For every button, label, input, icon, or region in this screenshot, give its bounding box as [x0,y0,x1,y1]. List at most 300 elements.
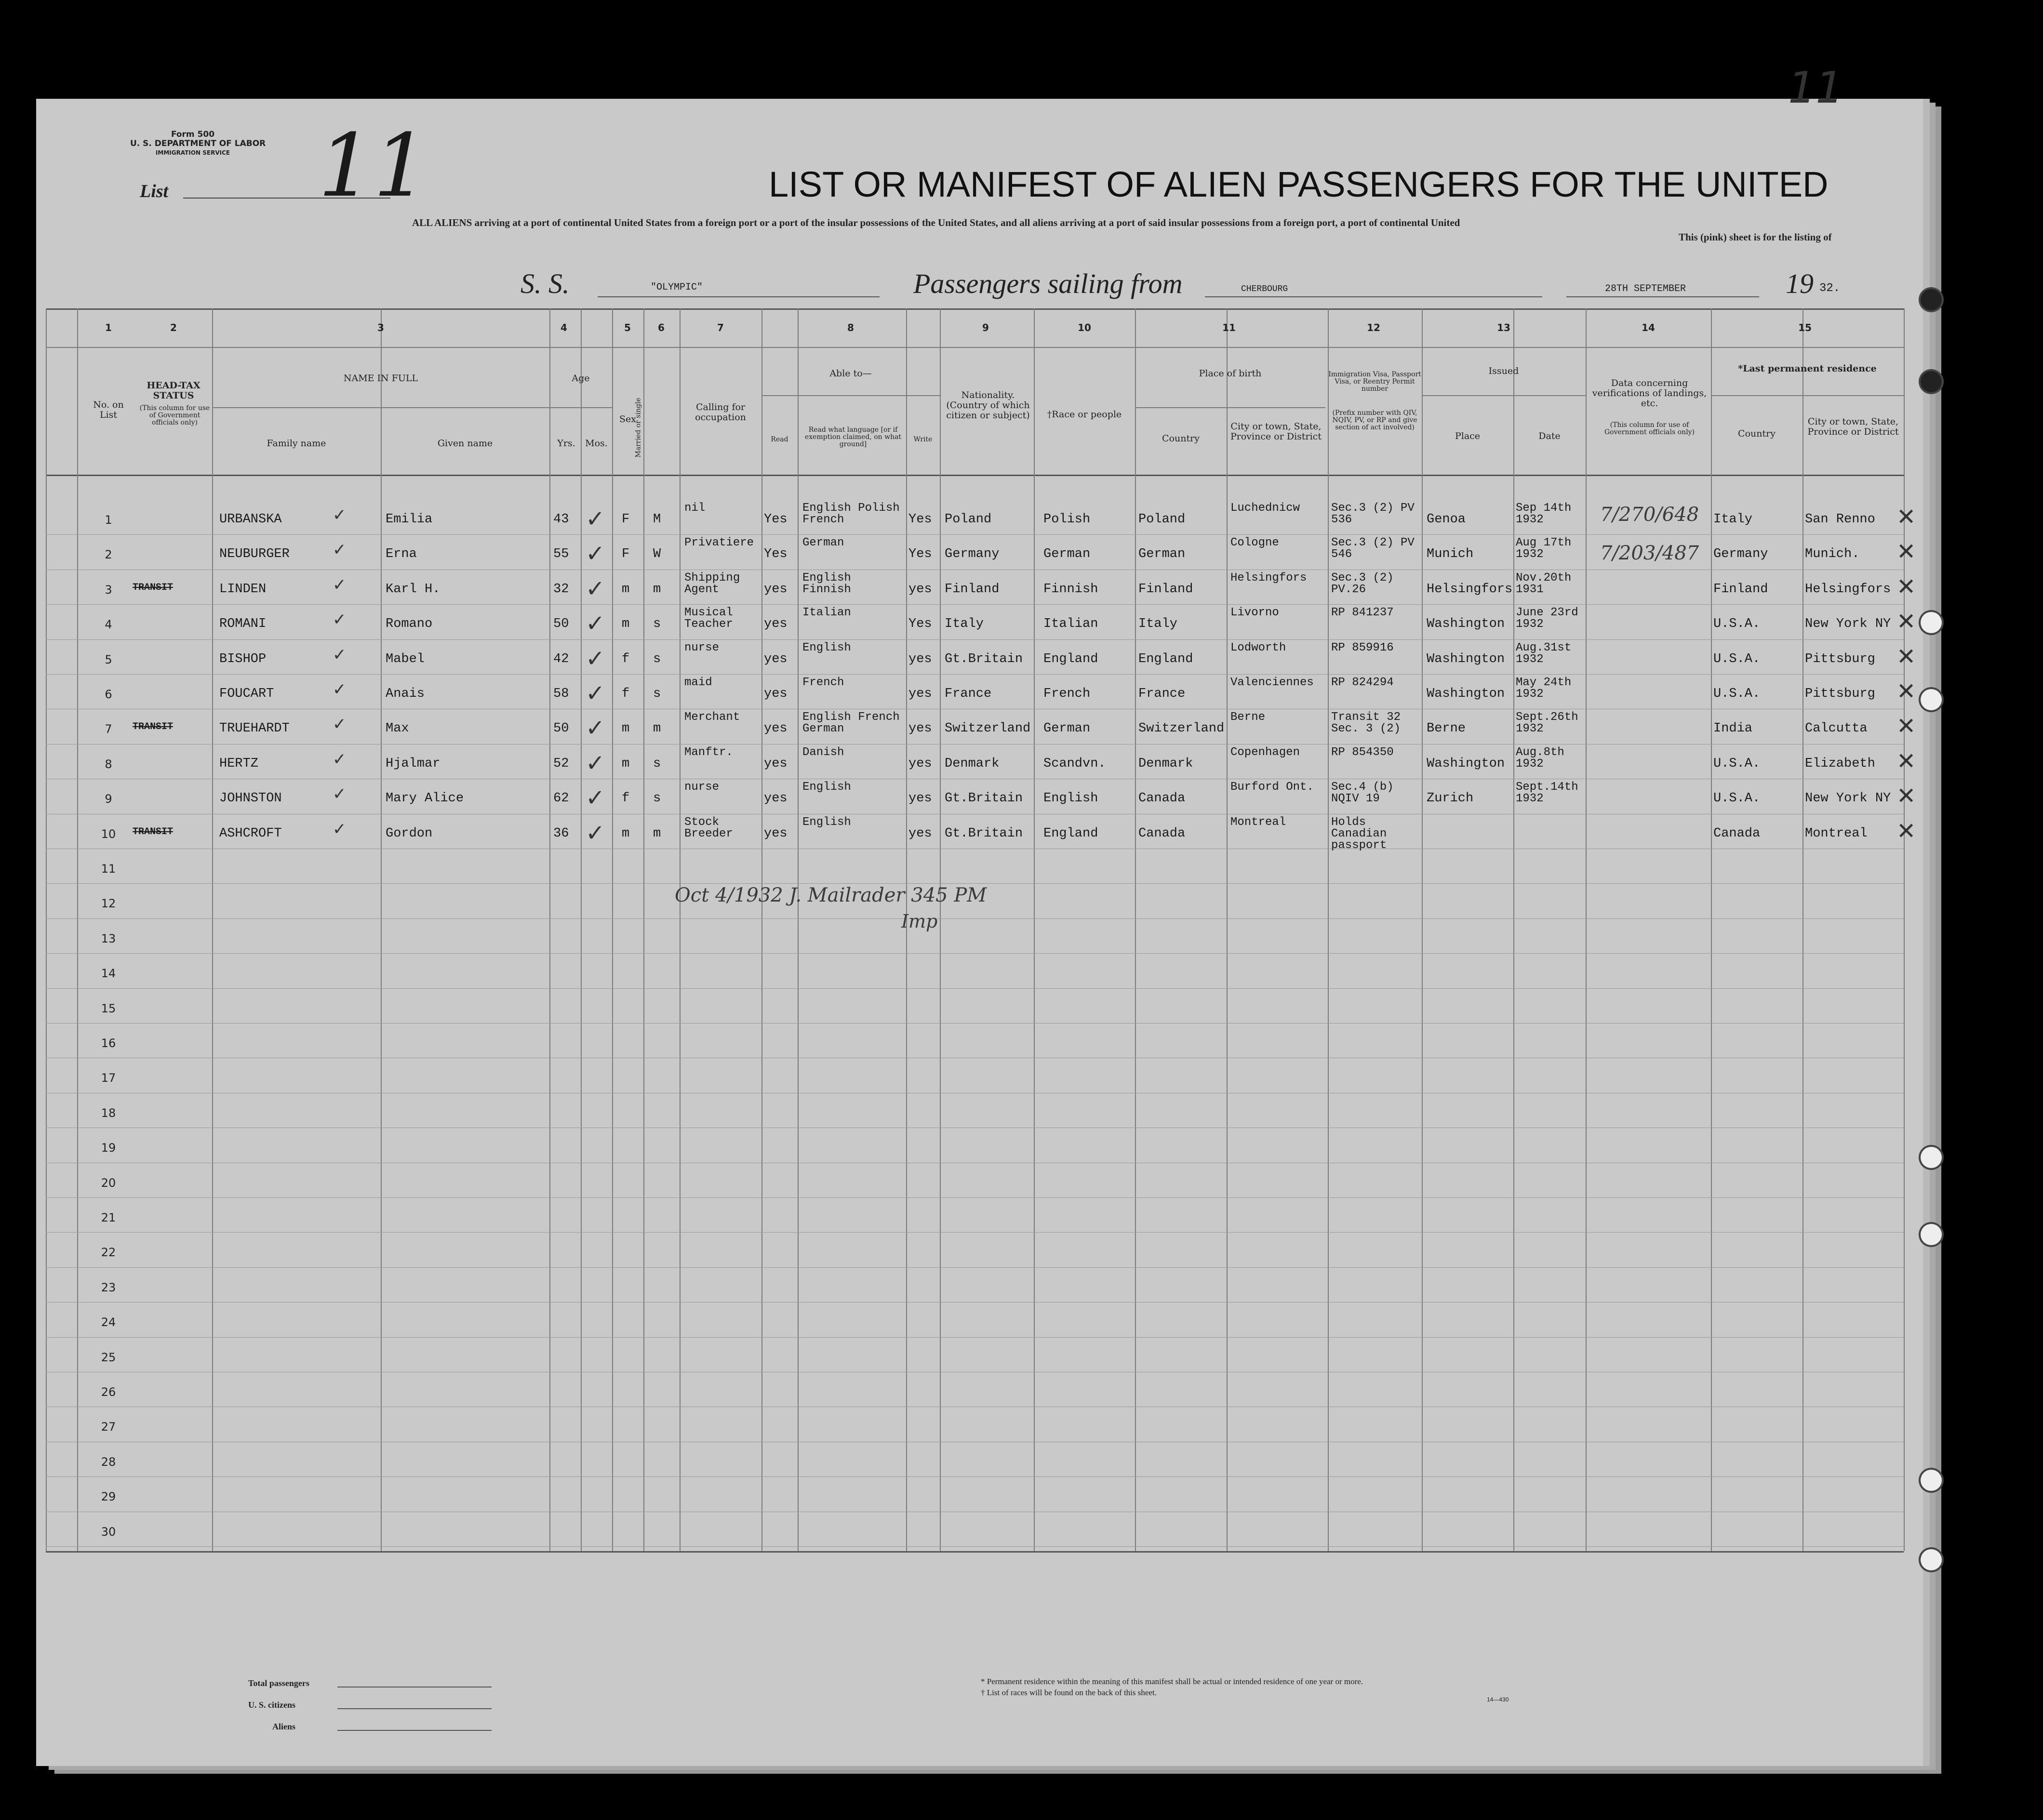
language-cell: English Finnish [802,571,851,596]
race-cell: England [1043,826,1098,841]
residence-country-cell: Italy [1713,512,1753,527]
table-row [0,1164,1904,1198]
name-check-mark: ✓ [333,575,347,595]
row-number: 2 [105,548,112,562]
language-cell: English [802,641,851,654]
marital-cell: s [653,791,661,806]
port-name: CHERBOURG [1241,284,1288,294]
write-cell: Yes [908,617,932,632]
marital-cell: W [653,547,661,562]
table-row [0,954,1904,989]
residence-city-cell: Pittsburg [1805,651,1875,666]
language-cell: Italian [802,606,851,620]
write-cell: yes [908,582,932,597]
age-cell: 42 [553,651,569,666]
language-cell: English [802,781,851,794]
verification-code-1: 7/270/648 [1600,504,1699,526]
table-row [0,815,1916,852]
cross-mark: ✕ [1896,643,1916,670]
nationality-cell: France [945,687,992,701]
write-cell: Yes [908,512,932,527]
marital-cell: s [653,687,661,701]
age-cell: 50 [553,617,569,632]
column-number: 6 [658,322,665,333]
residence-city-cell: Montreal [1805,826,1868,841]
hdr-race: †Race or people [1047,409,1122,420]
age-cell: 62 [553,791,569,806]
birth-country-cell: France [1138,687,1186,701]
sex-cell: m [622,617,630,632]
hdr-given-name: Given name [437,438,493,449]
marital-cell: s [653,617,661,632]
name-check-mark: ✓ [333,784,347,804]
table-row [0,1477,1904,1512]
footer-citizens-line [337,1708,492,1709]
binder-hole [1921,289,1942,310]
year-prefix: 19 [1786,268,1814,299]
residence-country-cell: Finland [1713,582,1768,597]
corner-list-number: 11 [1788,63,1843,113]
hdr-write: Write [913,436,933,443]
table-row [0,989,1904,1024]
check-mark: ✓ [586,819,605,847]
nationality-cell: Denmark [945,756,1000,771]
hdr-able-to: Able to— [829,368,872,379]
calling-cell: nurse [684,781,720,794]
hdr-residence: *Last permanent residence [1738,363,1877,374]
issued-place-cell: Washington [1427,617,1505,632]
cross-mark: ✕ [1896,573,1916,600]
notice-line-2: This (pink) sheet is for the listing of [1679,231,1832,243]
name-check-mark: ✓ [333,610,347,630]
form-header [130,130,266,158]
footer-aliens-line [337,1730,492,1731]
family-name-cell: BISHOP [219,651,267,666]
column-number-divider [46,347,1904,348]
family-name-cell: JOHNSTON [219,791,282,806]
given-name-cell: Romano [386,617,433,632]
visa-cell: RP 859916 [1331,641,1394,654]
sex-cell: F [622,547,630,562]
hdr-issued-place: Place [1455,431,1481,441]
visa-cell: Transit 32 Sec. 3 (2) [1331,711,1401,736]
footer-note-2: † List of races will be found on the back of this sheet. [981,1688,1157,1697]
write-cell: Yes [908,547,932,562]
residence-country-cell: Canada [1713,826,1761,841]
column-number: 13 [1497,322,1510,333]
row-number: 20 [101,1176,116,1190]
binder-hole [1921,371,1942,392]
binder-hole [1921,1549,1942,1570]
table-row [0,1024,1904,1059]
given-name-cell: Anais [386,687,425,701]
write-cell: yes [908,651,932,666]
subheader-divider [1422,395,1586,396]
family-name-cell: ASHCROFT [219,826,282,841]
language-cell: Danish [802,745,844,759]
hdr-yrs: Yrs. [557,438,575,449]
cross-mark: ✕ [1896,713,1916,740]
year-suffix: 32. [1819,282,1841,295]
family-name-cell: NEUBURGER [219,547,290,562]
issued-date-cell: May 24th 1932 [1516,676,1572,701]
language-cell: English [802,815,851,829]
column-number: 2 [170,322,177,333]
table-row [0,1198,1904,1233]
write-cell: yes [908,791,932,806]
residence-city-cell: Munich. [1805,547,1860,562]
check-mark: ✓ [586,540,605,568]
table-row [0,850,1904,884]
head-tax-cell: TRANSIT [133,582,174,593]
nationality-cell: Gt.Britain [945,826,1023,841]
check-mark: ✓ [586,749,605,777]
sex-cell: m [622,826,630,841]
sailing-date: 28TH SEPTEMBER [1605,283,1686,294]
birth-country-cell: Canada [1138,791,1186,806]
age-cell: 32 [553,582,569,597]
row-number: 17 [101,1071,116,1085]
given-name-cell: Mary Alice [386,791,464,806]
name-check-mark: ✓ [333,540,347,560]
sex-cell: m [622,721,630,736]
age-cell: 36 [553,826,569,841]
visa-cell: Sec.3 (2) PV 546 [1331,536,1415,561]
binder-hole [1921,1224,1942,1245]
race-cell: German [1043,721,1091,736]
marital-cell: s [653,756,661,771]
sex-cell: f [622,687,630,701]
given-name-cell: Karl H. [386,582,441,597]
calling-cell: Privatiere [684,536,754,550]
row-number: 29 [101,1490,116,1504]
issued-place-cell: Washington [1427,687,1505,701]
issued-date-cell: Aug 17th 1932 [1516,536,1572,561]
birth-city-cell: Helsingfors [1230,571,1307,585]
issued-date-cell: June 23rd 1932 [1516,606,1578,631]
birth-city-cell: Cologne [1230,536,1279,550]
footer-code: 14—430 [1487,1696,1509,1703]
residence-country-cell: U.S.A. [1713,791,1761,806]
table-row [0,1268,1904,1303]
table-row [0,710,1916,744]
issued-place-cell: Helsingfors [1427,582,1513,597]
visa-cell: Sec.3 (2) PV.26 [1331,571,1394,596]
read-cell: yes [764,791,788,806]
table-row [0,1408,1904,1442]
language-cell: English Polish French [802,502,900,526]
visa-cell: RP 824294 [1331,676,1394,689]
row-number: 7 [105,722,112,736]
age-cell: 52 [553,756,569,771]
hdr-mos: Mos. [585,438,608,449]
table-top-border [46,308,1904,310]
residence-city-cell: Elizabeth [1805,756,1875,771]
column-number: 7 [717,322,724,333]
age-cell: 58 [553,687,569,701]
given-name-cell: Gordon [386,826,433,841]
table-bottom-border [46,1551,1904,1553]
calling-cell: Shipping Agent [684,571,740,596]
port-underline [1205,296,1542,297]
name-check-mark: ✓ [333,680,347,699]
residence-city-cell: New York NY [1805,791,1891,806]
hdr-verification: Data concerning verifications of landings, etc. [1592,378,1707,409]
page-title: LIST OR MANIFEST OF ALIEN PASSENGERS FOR THE UNITED [769,164,1829,204]
footer-citizens: U. S. citizens [248,1700,295,1710]
row-number: 16 [101,1036,116,1050]
issued-place-cell: Genoa [1427,512,1466,527]
hdr-birth-country: Country [1162,433,1200,444]
row-number: 21 [101,1211,116,1224]
race-cell: Finnish [1043,582,1098,597]
table-row [0,1303,1904,1338]
write-cell: yes [908,826,932,841]
read-cell: Yes [764,512,788,527]
visa-cell: Sec.3 (2) PV 536 [1331,502,1415,526]
race-cell: French [1043,687,1091,701]
table-row [0,745,1916,780]
residence-country-cell: U.S.A. [1713,617,1761,632]
calling-cell: nil [684,502,706,515]
inspection-sub: Imp [901,911,938,932]
footer-aliens: Aliens [272,1722,296,1731]
check-mark: ✓ [586,784,605,812]
table-row [0,780,1916,814]
hdr-head-tax: HEAD-TAX STATUS [147,380,200,401]
binder-hole [1921,1470,1942,1491]
form-number: Form 500 [171,130,215,139]
row-number: 25 [101,1350,116,1364]
issued-place-cell: Washington [1427,756,1505,771]
calling-cell: Merchant [684,711,740,724]
race-cell: German [1043,547,1091,562]
column-number: 3 [377,322,384,333]
given-name-cell: Max [386,721,409,736]
table-row [0,1513,1904,1547]
visa-cell: Sec.4 (b) NQIV 19 [1331,781,1394,806]
cross-mark: ✕ [1896,678,1916,705]
column-number: 12 [1367,322,1380,333]
row-number: 1 [105,513,112,527]
row-number: 24 [101,1315,116,1329]
write-cell: yes [908,721,932,736]
birth-country-cell: Finland [1138,582,1193,597]
check-mark: ✓ [586,715,605,742]
write-cell: yes [908,756,932,771]
binder-hole [1921,689,1942,710]
read-cell: yes [764,721,788,736]
hdr-visa-note: (Prefix number with QIV, NQIV, PV, or RP and give section of act involved) [1332,409,1417,431]
table-row [0,1373,1904,1408]
row-number: 23 [101,1280,116,1294]
residence-country-cell: India [1713,721,1753,736]
binder-hole [1921,612,1942,633]
issued-place-cell: Munich [1427,547,1474,562]
race-cell: Polish [1043,512,1091,527]
given-name-cell: Emilia [386,512,433,527]
birth-city-cell: Montreal [1230,815,1286,829]
row-number: 12 [101,897,116,911]
hdr-res-country: Country [1738,428,1776,439]
row-number: 10 [101,827,116,841]
row-number: 6 [105,688,112,701]
hdr-read-language: Read what language [or if exemption claimed, on what ground] [804,426,902,448]
birth-city-cell: Livorno [1230,606,1279,620]
calling-cell: Stock Breeder [684,815,733,840]
cross-mark: ✕ [1896,538,1916,566]
residence-country-cell: U.S.A. [1713,756,1761,771]
calling-cell: maid [684,676,712,689]
issued-date-cell: Sept.26th 1932 [1516,711,1578,736]
row-number: 22 [101,1246,116,1260]
sex-cell: F [622,512,630,527]
nationality-cell: Poland [945,512,992,527]
ship-underline [598,296,880,297]
cross-mark: ✕ [1896,504,1916,531]
row-number: 11 [101,862,116,876]
hdr-family-name: Family name [267,438,326,449]
read-cell: yes [764,617,788,632]
sex-cell: m [622,756,630,771]
cross-mark: ✕ [1896,783,1916,810]
issued-date-cell: Aug.31st 1932 [1516,641,1572,666]
family-name-cell: TRUEHARDT [219,721,290,736]
footer-total: Total passengers [248,1678,309,1688]
birth-country-cell: Canada [1138,826,1186,841]
nationality-cell: Gt.Britain [945,791,1023,806]
hdr-no-on-list: No. on List [93,399,124,420]
row-number: 5 [105,652,112,666]
language-cell: German [802,536,844,550]
row-number: 30 [101,1525,116,1539]
subheader-divider [1711,395,1904,396]
birth-city-cell: Valenciennes [1230,676,1314,689]
table-row [0,1443,1904,1477]
issued-date-cell: Aug.8th 1932 [1516,745,1564,771]
read-cell: Yes [764,547,788,562]
family-name-cell: URBANSKA [219,512,282,527]
race-cell: Italian [1043,617,1098,632]
given-name-cell: Erna [386,547,417,562]
department: U. S. DEPARTMENT OF LABOR [130,139,266,148]
service: IMMIGRATION SERVICE [155,149,230,156]
date-underline [1566,296,1759,297]
birth-city-cell: Berne [1230,711,1266,724]
birth-city-cell: Burford Ont. [1230,781,1314,794]
footer-note-1: * Permanent residence within the meaning of this manifest shall be actual or intended residence of one year or more. [981,1677,1363,1686]
list-label: List [140,181,169,201]
hdr-birth-city: City or town, State, Province or District [1230,421,1322,442]
row-number: 13 [101,931,116,945]
hdr-calling: Calling for occupation [695,402,746,423]
issued-place-cell: Washington [1427,651,1505,666]
hdr-verification-note: (This column for use of Government officials only) [1604,421,1695,436]
birth-country-cell: Switzerland [1138,721,1225,736]
marital-cell: m [653,826,661,841]
hdr-age: Age [572,373,590,384]
birth-country-cell: England [1138,651,1193,666]
binder-hole [1921,1147,1942,1168]
birth-country-cell: Denmark [1138,756,1193,771]
column-number: 4 [561,322,567,333]
write-cell: yes [908,687,932,701]
subheader-divider [1135,407,1325,408]
table-row [0,919,1904,954]
inspection-note: Oct 4/1932 J. Mailrader 345 PM [675,884,987,906]
column-number: 1 [105,322,112,333]
birth-country-cell: Poland [1138,512,1186,527]
check-mark: ✓ [586,680,605,707]
family-name-cell: ROMANI [219,617,267,632]
hdr-sex: Sex [619,414,636,425]
ship-name: "OLYMPIC" [651,282,703,293]
visa-cell: RP 854350 [1331,745,1394,759]
name-check-mark: ✓ [333,749,347,769]
cross-mark: ✕ [1896,747,1916,775]
head-tax-cell: TRANSIT [133,826,174,837]
residence-city-cell: New York NY [1805,617,1891,632]
head-tax-cell: TRANSIT [133,721,174,733]
race-cell: England [1043,651,1098,666]
residence-city-cell: San Renno [1805,512,1875,527]
column-number: 5 [624,322,631,333]
residence-city-cell: Calcutta [1805,721,1868,736]
marital-cell: M [653,512,661,527]
marital-cell: m [653,582,661,597]
calling-cell: nurse [684,641,720,654]
read-cell: yes [764,826,788,841]
birth-country-cell: Italy [1138,617,1178,632]
issued-place-cell: Zurich [1427,791,1474,806]
birth-city-cell: Lodworth [1230,641,1286,654]
row-number: 4 [105,618,112,632]
family-name-cell: FOUCART [219,687,274,701]
sailing-label: Passengers sailing from [913,268,1183,299]
row-number: 14 [101,967,116,981]
name-check-mark: ✓ [333,715,347,734]
table-row [0,605,1916,640]
row-number: 9 [105,792,112,806]
hdr-place-of-birth: Place of birth [1199,368,1262,379]
hdr-visa: Immigration Visa, Passport Visa, or Reentry Permit number [1328,371,1421,393]
column-divider [1904,308,1905,1551]
read-cell: yes [764,651,788,666]
check-mark: ✓ [586,575,605,602]
hdr-issued-date: Date [1538,431,1561,441]
given-name-cell: Hjalmar [386,756,441,771]
age-cell: 43 [553,512,569,527]
name-check-mark: ✓ [333,819,347,839]
visa-cell: Holds Canadian passport [1331,815,1387,852]
visa-cell: RP 841237 [1331,606,1394,620]
hdr-issued: Issued [1488,366,1519,376]
residence-country-cell: Germany [1713,547,1768,562]
read-cell: yes [764,582,788,597]
sex-cell: f [622,791,630,806]
marital-cell: s [653,651,661,666]
column-number: 10 [1078,322,1091,333]
check-mark: ✓ [586,610,605,638]
residence-city-cell: Pittsburg [1805,687,1875,701]
row-number: 26 [101,1385,116,1399]
cross-mark: ✕ [1896,608,1916,636]
list-number: 11 [318,116,429,216]
row-number: 27 [101,1420,116,1434]
nationality-cell: Finland [945,582,1000,597]
column-number: 11 [1222,322,1236,333]
issued-date-cell: Sept.14th 1932 [1516,781,1578,806]
